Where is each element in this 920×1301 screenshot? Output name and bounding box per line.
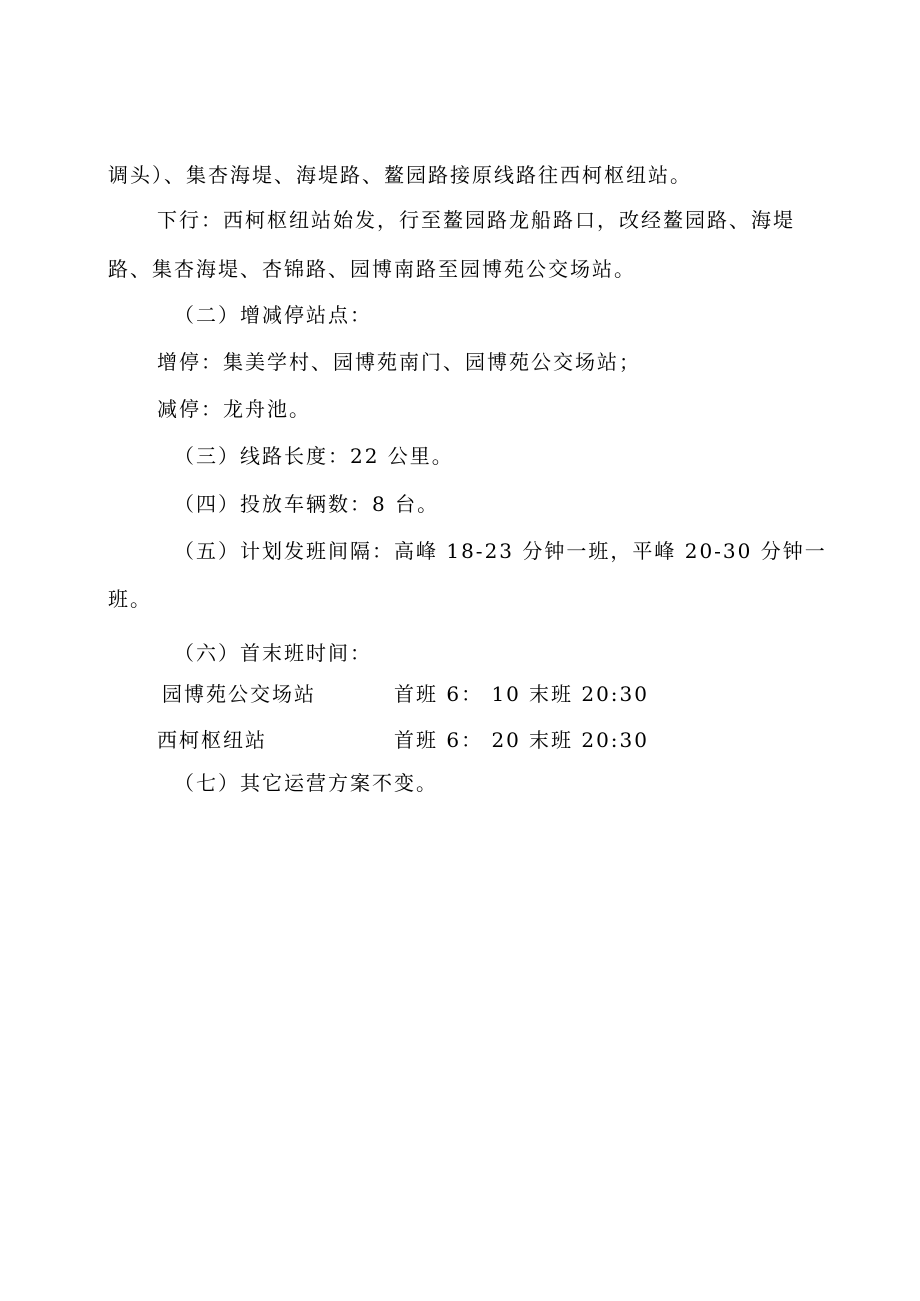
schedule-last-bus: 末班 20:30 <box>529 682 649 706</box>
schedule-first-bus: 首班 6： 20 <box>394 728 521 752</box>
section-interval: （五）计划发班间隔：高峰 18-23 分钟一班，平峰 20-30 分钟一 <box>174 539 827 563</box>
schedule-station: 西柯枢纽站 <box>157 728 267 752</box>
schedule-row <box>157 680 717 708</box>
schedule-station: 园博苑公交场站 <box>162 682 316 706</box>
paragraph-line-downbound-continuation: 路、集杏海堤、杏锦路、园博南路至园博苑公交场站。 <box>108 257 636 281</box>
section-other-unchanged: （七）其它运营方案不变。 <box>174 771 438 795</box>
paragraph-line-route-continuation: 调头）、集杏海堤、海堤路、鳌园路接原线路往西柯枢纽站。 <box>108 163 692 187</box>
schedule-last-bus: 末班 20:30 <box>529 728 649 752</box>
paragraph-line-downbound: 下行：西柯枢纽站始发，行至鳌园路龙船路口，改经鳌园路、海堤 <box>157 208 795 232</box>
section-vehicle-count: （四）投放车辆数：8 台。 <box>174 492 440 516</box>
section-route-length: （三）线路长度：22 公里。 <box>174 444 454 468</box>
added-stops: 增停：集美学村、园博苑南门、园博苑公交场站； <box>157 350 641 374</box>
schedule-first-bus: 首班 6： 10 <box>394 682 521 706</box>
section-heading-stops: （二）增减停站点： <box>174 303 372 327</box>
schedule-row <box>157 726 717 754</box>
removed-stops: 减停：龙舟池。 <box>157 397 311 421</box>
section-interval-continuation: 班。 <box>108 587 152 611</box>
section-heading-schedule: （六）首末班时间： <box>174 641 372 665</box>
